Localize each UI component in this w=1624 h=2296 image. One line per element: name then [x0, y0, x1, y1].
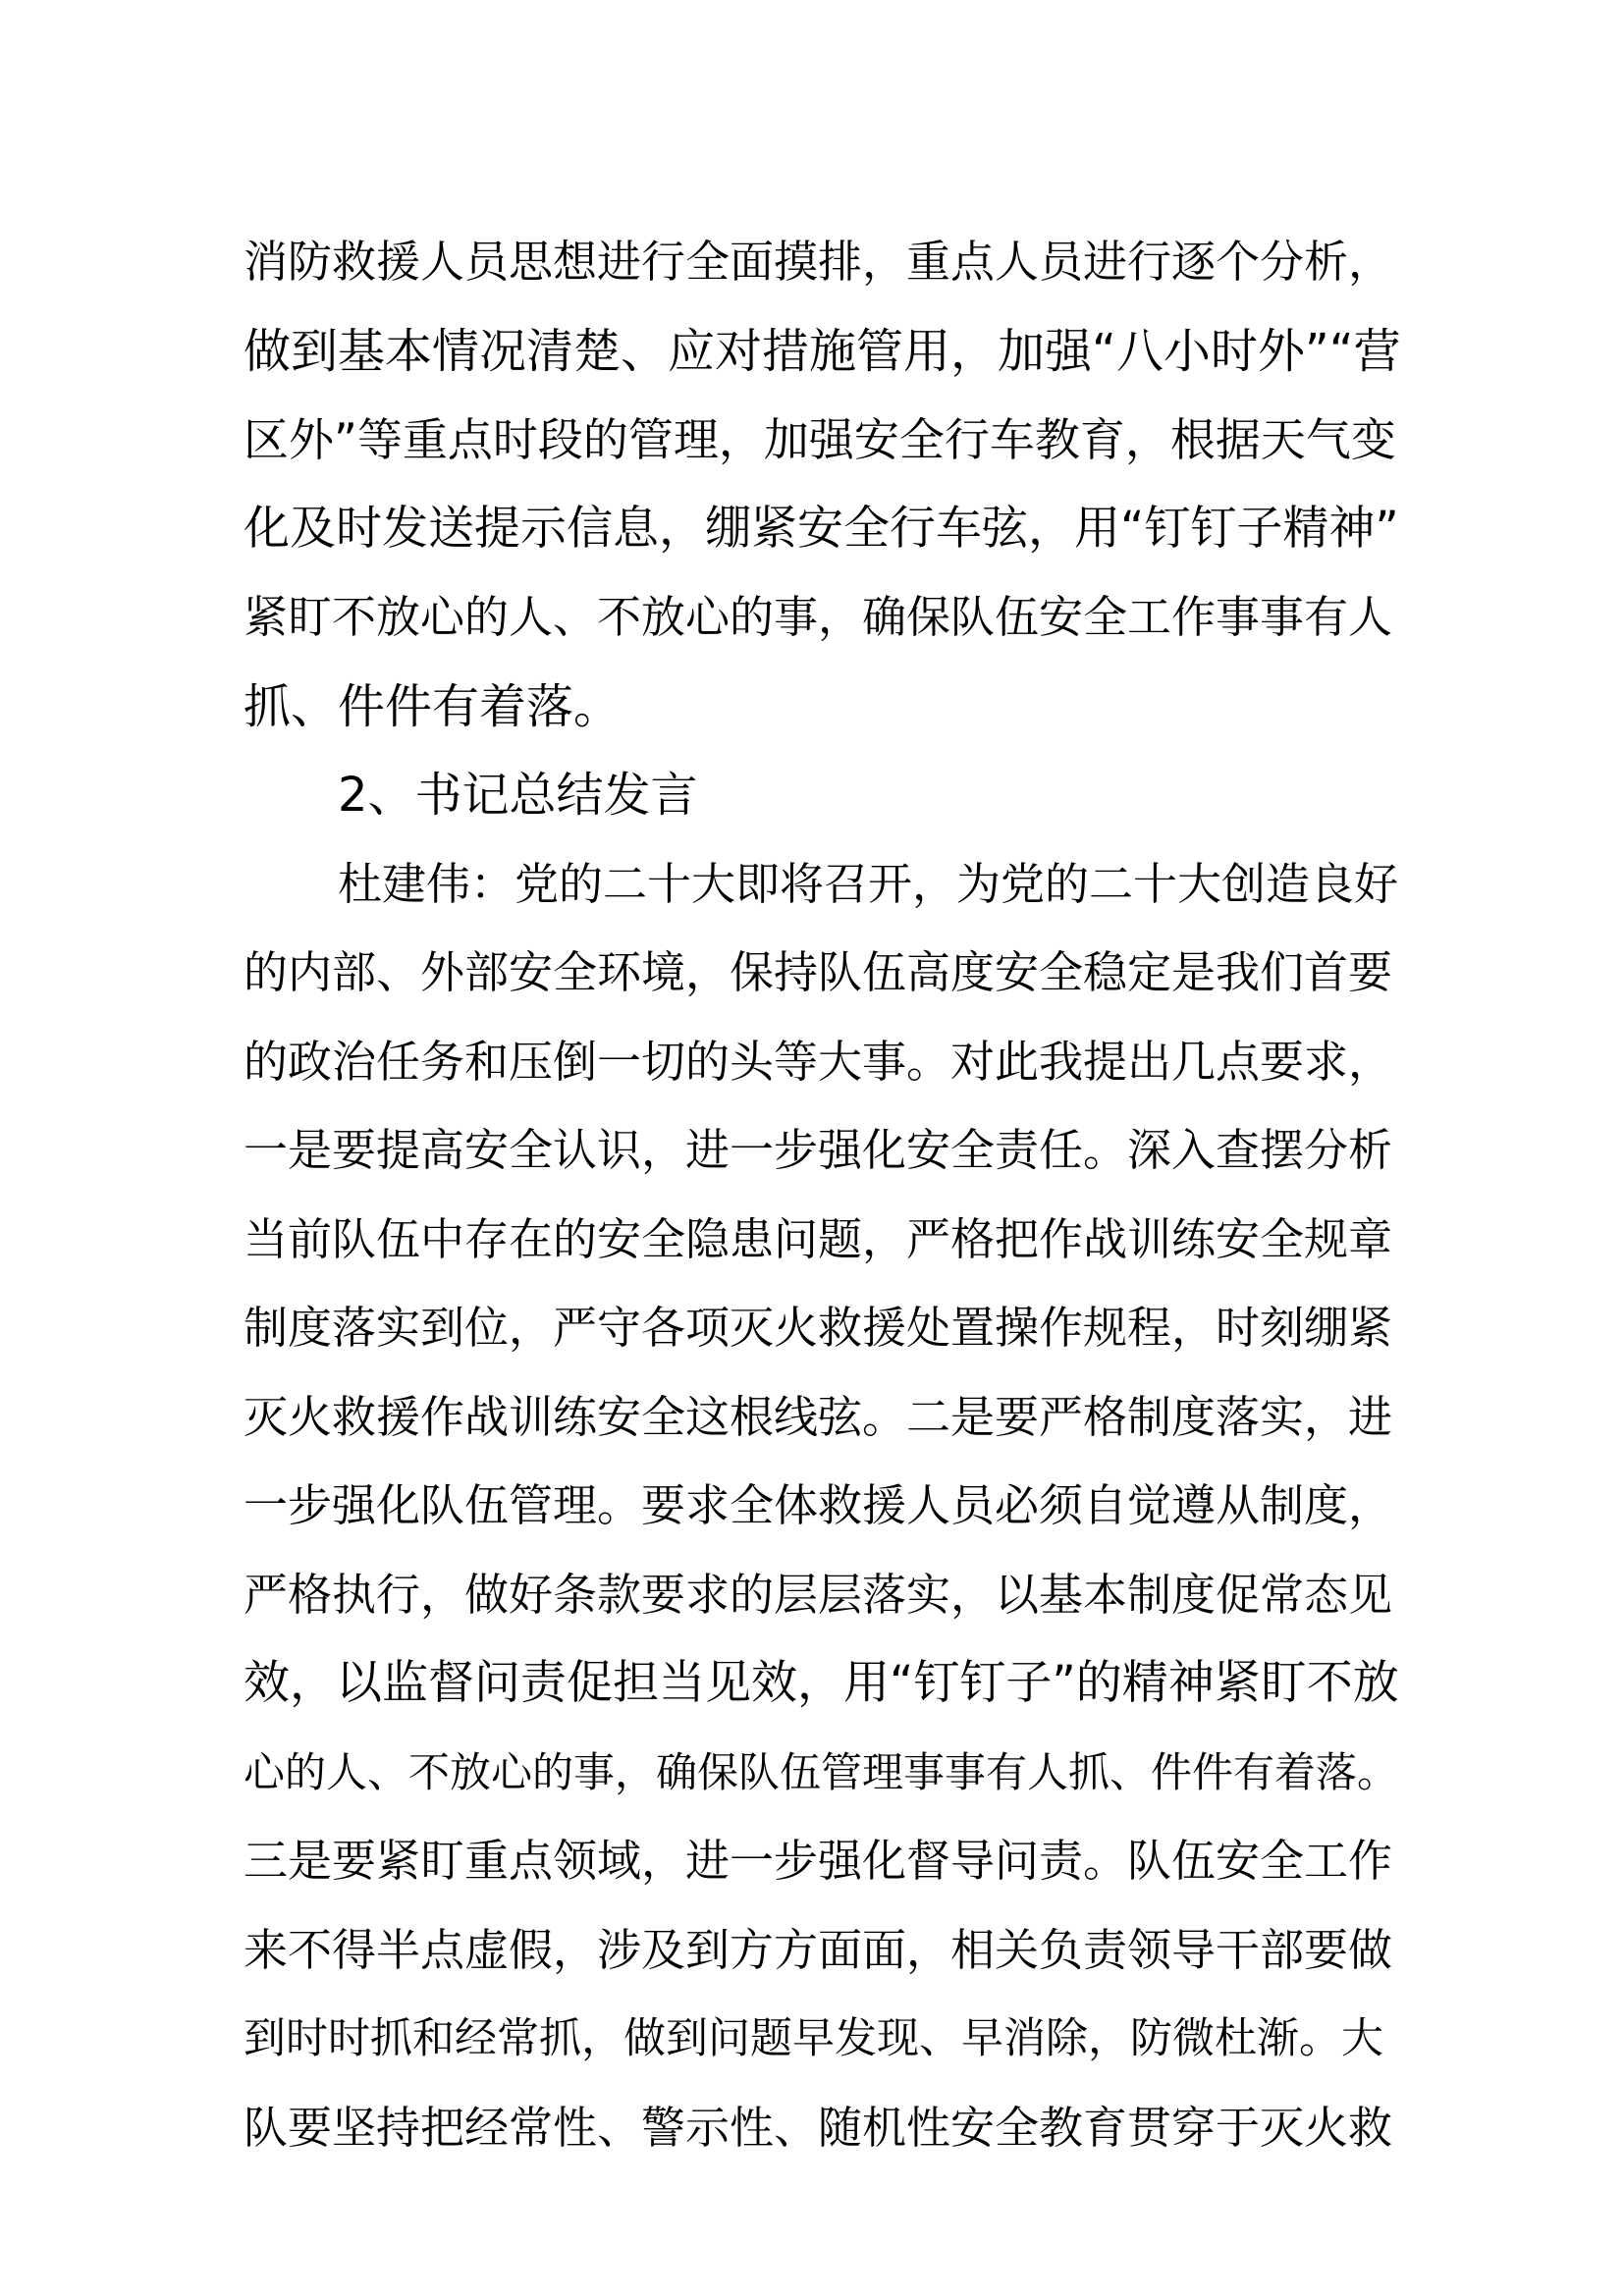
section-heading: 2、书记总结发言 [338, 768, 698, 823]
text-line: 当前队伍中存在的安全隐患问题，严格把作战训练安全规章 [244, 1212, 1393, 1265]
text-line: 的内部、外部安全环境，保持队伍高度安全稳定是我们首要 [244, 946, 1393, 998]
text-line: 紧盯不放心的人、不放心的事，确保队伍安全工作事事有人 [244, 591, 1393, 643]
text-line: 灭火救援作战训练安全这根线弦。二是要严格制度落实，进 [244, 1390, 1393, 1443]
text-line: 抓、件件有着落。 [244, 678, 622, 734]
text-line: 心的人、不放心的事，确保队伍管理事事有人抓、件件有着落。 [244, 1747, 1399, 1796]
text-line: 一步强化队伍管理。要求全体救援人员必须自觉遵从制度， [244, 1479, 1393, 1531]
text-line: 严格执行，做好条款要求的层层落实，以基本制度促常态见 [244, 1568, 1393, 1621]
text-line: 三是要紧盯重点领域，进一步强化督导问责。队伍安全工作 [244, 1835, 1393, 1887]
text-line: 来不得半点虚假，涉及到方方面面，相关负责领导干部要做 [244, 1923, 1393, 1976]
text-line: 化及时发送提示信息，绷紧安全行车弦，用“钉钉子精神” [244, 501, 1399, 556]
text-line: 队要坚持把经常性、警示性、随机性安全教育贯穿于灭火救 [244, 2101, 1393, 2154]
text-line: 消防救援人员思想进行全面摸排，重点人员进行逐个分析， [244, 236, 1393, 288]
text-line: 区外”等重点时段的管理，加强安全行车教育，根据天气变 [244, 413, 1396, 466]
text-line: 到时时抓和经常抓，做到问题早发现、早消除，防微杜渐。大 [244, 2014, 1383, 2063]
text-line: 杜建伟：党的二十大即将召开，为党的二十大创造良好 [338, 857, 1399, 910]
text-line: 做到基本情况清楚、应对措施管用，加强“八小时外”“营 [244, 323, 1401, 379]
text-line: 效，以监督问责促担当见效，用“钉钉子”的精神紧盯不放 [244, 1656, 1399, 1710]
document-body [244, 218, 1402, 2172]
text-line: 制度落实到位，严守各项灭火救援处置操作规程，时刻绷紧 [244, 1302, 1393, 1354]
text-line: 一是要提高安全认识，进一步强化安全责任。深入查摆分析 [244, 1124, 1393, 1176]
text-line: 的政治任务和压倒一切的头等大事。对此我提出几点要求， [244, 1035, 1393, 1088]
